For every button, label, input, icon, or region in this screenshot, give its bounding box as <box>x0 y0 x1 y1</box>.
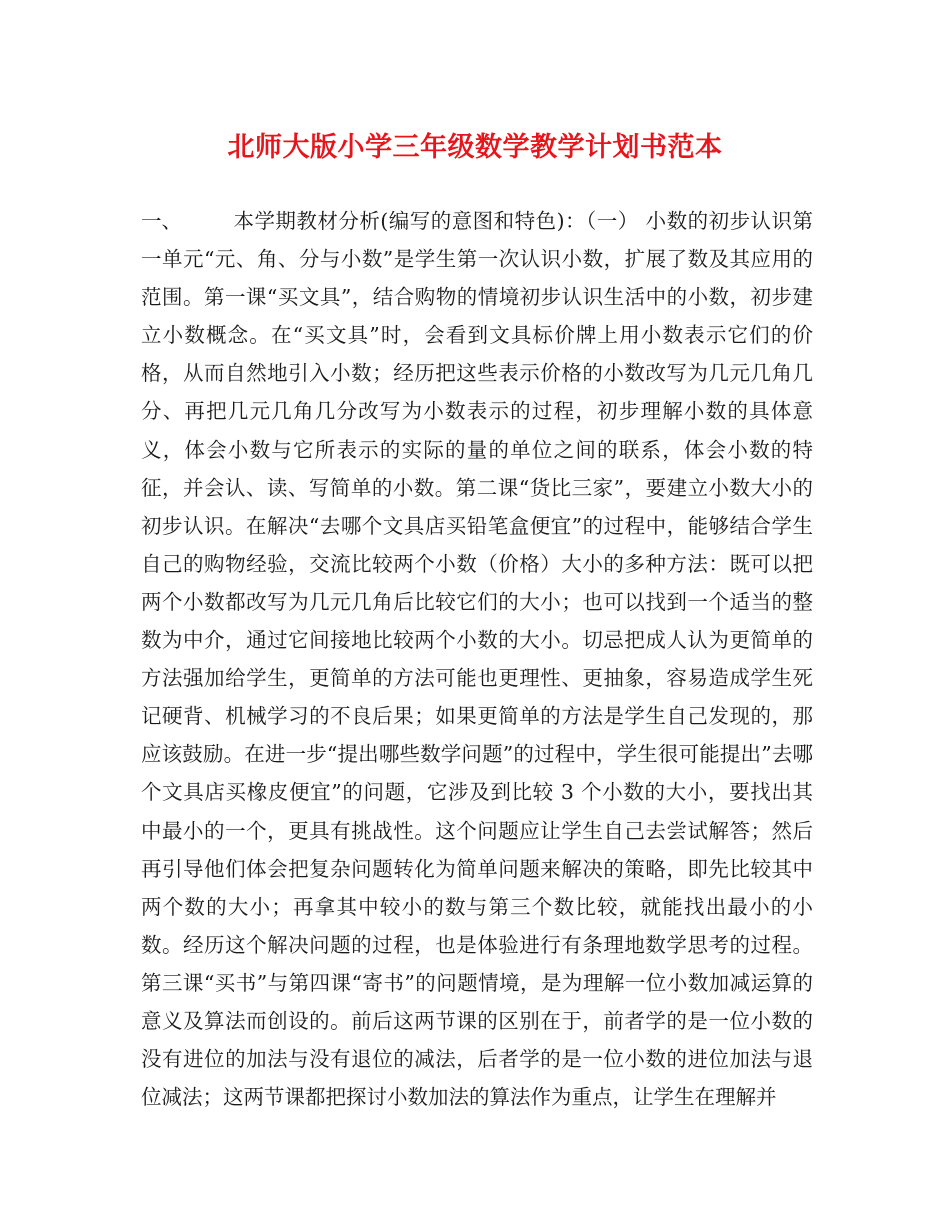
paragraph-text: 本学期教材分析(编写的意图和特色)：（一） 小数的初步认识第一单元“元、角、分与小数”是学生第一次认识小数，扩展了数及其应用的范围。第一课“买文具”，结合购物的情境初步认识生活中的小数，初步建立小数概念。在“买文具”时，会看到文具标价牌上用小数表示它们的价格，从而自然地引入小数；经历把这些表示价格的小数改写为几元几角几分、再把几元几角几分改写为小数表示的过程，初步理解小数的具体意义，体会小数与它所表示的实际的量的单位之间的联系，体会小数的特征，并会认、读、写简单的小数。第二课“货比三家”，要建立小数大小的初步认识。在解决“去哪个文具店买铅笔盒便宜”的过程中，能够结合学生自己的购物经验，交流比较两个小数（价格）大小的多种方法：既可以把两个小数都改写为几元几角后比较它们的大小；也可以找到一个适当的整数为中介，通过它间接地比较两个小数的大小。切忌把成人认为更简单的方法强加给学生，更简单的方法可能也更理性、更抽象，容易造成学生死记硬背、机械学习的不良后果；如果更简单的方法是学生自己发现的，那应该鼓励。在进一步“提出哪些数学问题”的过程中，学生很可能提出”去哪个文具店买橡皮便宜”的问题，它涉及到比较 3 个小数的大小，要找出其中最小的一个，更具有挑战性。这个问题应让学生自己去尝试解答；然后再引导他们体会把复杂问题转化为简单问题来解决的策略，即先比较其中两个数的大小；再拿其中较小的数与第三个数比较，就能找出最小的小数。经历这个解决问题的过程，也是体验进行有条理地数学思考的过程。第三课“买书”与第四课“寄书”的问题情境，是为理解一位小数加减运算的意义及算法而创设的。前后这两节课的区别在于，前者学的是一位小数的没有进位的加法与没有退位的减法，后者学的是一位小数的进位加法与退位减法；这两节课都把探讨小数加法的算法作为重点，让学生在理解并 <box>141 209 813 1110</box>
body-paragraph <box>141 202 813 1116</box>
document-title: 北师大版小学三年级数学教学计划书范本 <box>227 132 723 163</box>
section-marker: 一、 <box>141 209 182 233</box>
